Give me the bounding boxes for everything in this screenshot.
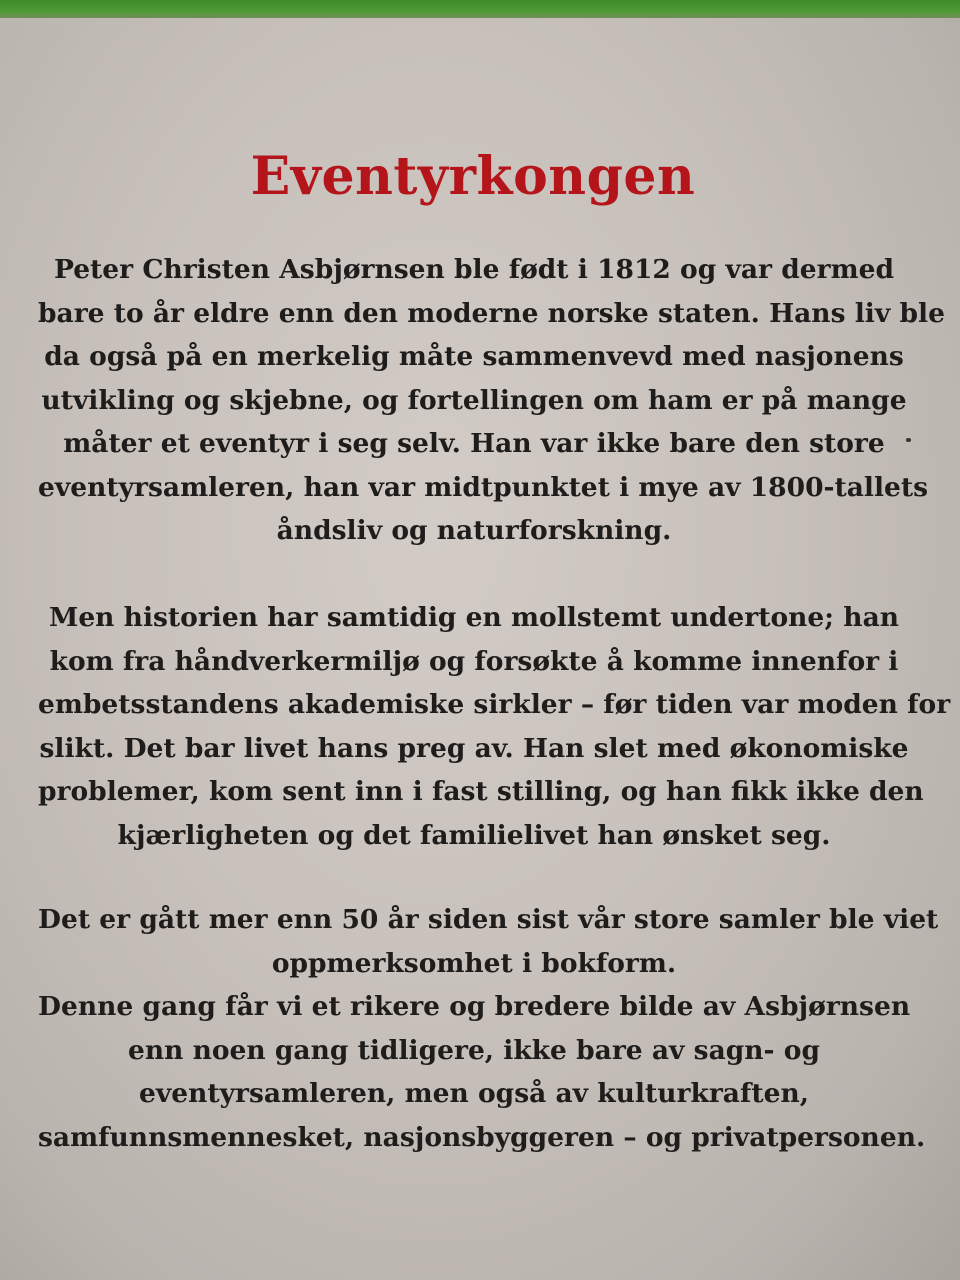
text-line: da også på en merkelig måte sammenvevd med nasjonens bbox=[44, 341, 904, 372]
text-line: kjærligheten og det familielivet han ønsket seg. bbox=[117, 819, 831, 851]
text-line: Det er gått mer enn 50 år siden sist vår store samler ble viet bbox=[38, 904, 939, 935]
text-line: åndsliv og naturforskning. bbox=[276, 515, 672, 546]
text-line: embetsstandens akademiske sirkler – før tiden var moden for bbox=[38, 689, 951, 720]
background-green-strip bbox=[0, 0, 960, 18]
text-line: bare to år eldre enn den moderne norske staten. Hans liv ble bbox=[38, 297, 945, 329]
blurb-paragraph-2 bbox=[38, 596, 951, 857]
text-line: slikt. Det bar livet hans preg av. Han slet med økonomiske bbox=[39, 732, 909, 764]
text-line: utvikling og skjebne, og fortellingen om ham er på mange bbox=[41, 384, 907, 416]
text-line: Peter Christen Asbjørnsen ble født i 1812 og var dermed bbox=[53, 254, 895, 285]
blurb-paragraph-3 bbox=[38, 898, 939, 1159]
text-line: måter et eventyr i seg selv. Han var ikke bare den store bbox=[63, 428, 885, 459]
text-line: Denne gang får vi et rikere og bredere bilde av Asbjørnsen bbox=[38, 991, 911, 1022]
text-line: eventyrsamleren, han var midtpunktet i mye av 1800-tallets bbox=[38, 471, 929, 503]
text-line: oppmerksomhet i bokform. bbox=[271, 947, 677, 979]
text-line: Men historien har samtidig en mollstemt undertone; han bbox=[48, 602, 900, 633]
text-line: eventyrsamleren, men også av kulturkraften, bbox=[139, 1078, 809, 1109]
text-line: kom fra håndverkermiljø og forsøkte å komme innenfor i bbox=[49, 645, 899, 677]
book-back-cover bbox=[0, 18, 960, 1280]
text-line: enn noen gang tidligere, ikke bare av sagn- og bbox=[127, 1034, 820, 1066]
cover-title: Eventyrkongen bbox=[250, 146, 696, 207]
text-line: samfunnsmennesket, nasjonsbyggeren – og privatpersonen. bbox=[38, 1121, 926, 1153]
text-line: problemer, kom sent inn i fast stilling, og han fikk ikke den bbox=[38, 776, 924, 807]
paper-speck bbox=[906, 438, 911, 442]
blurb-paragraph-1 bbox=[38, 248, 945, 553]
